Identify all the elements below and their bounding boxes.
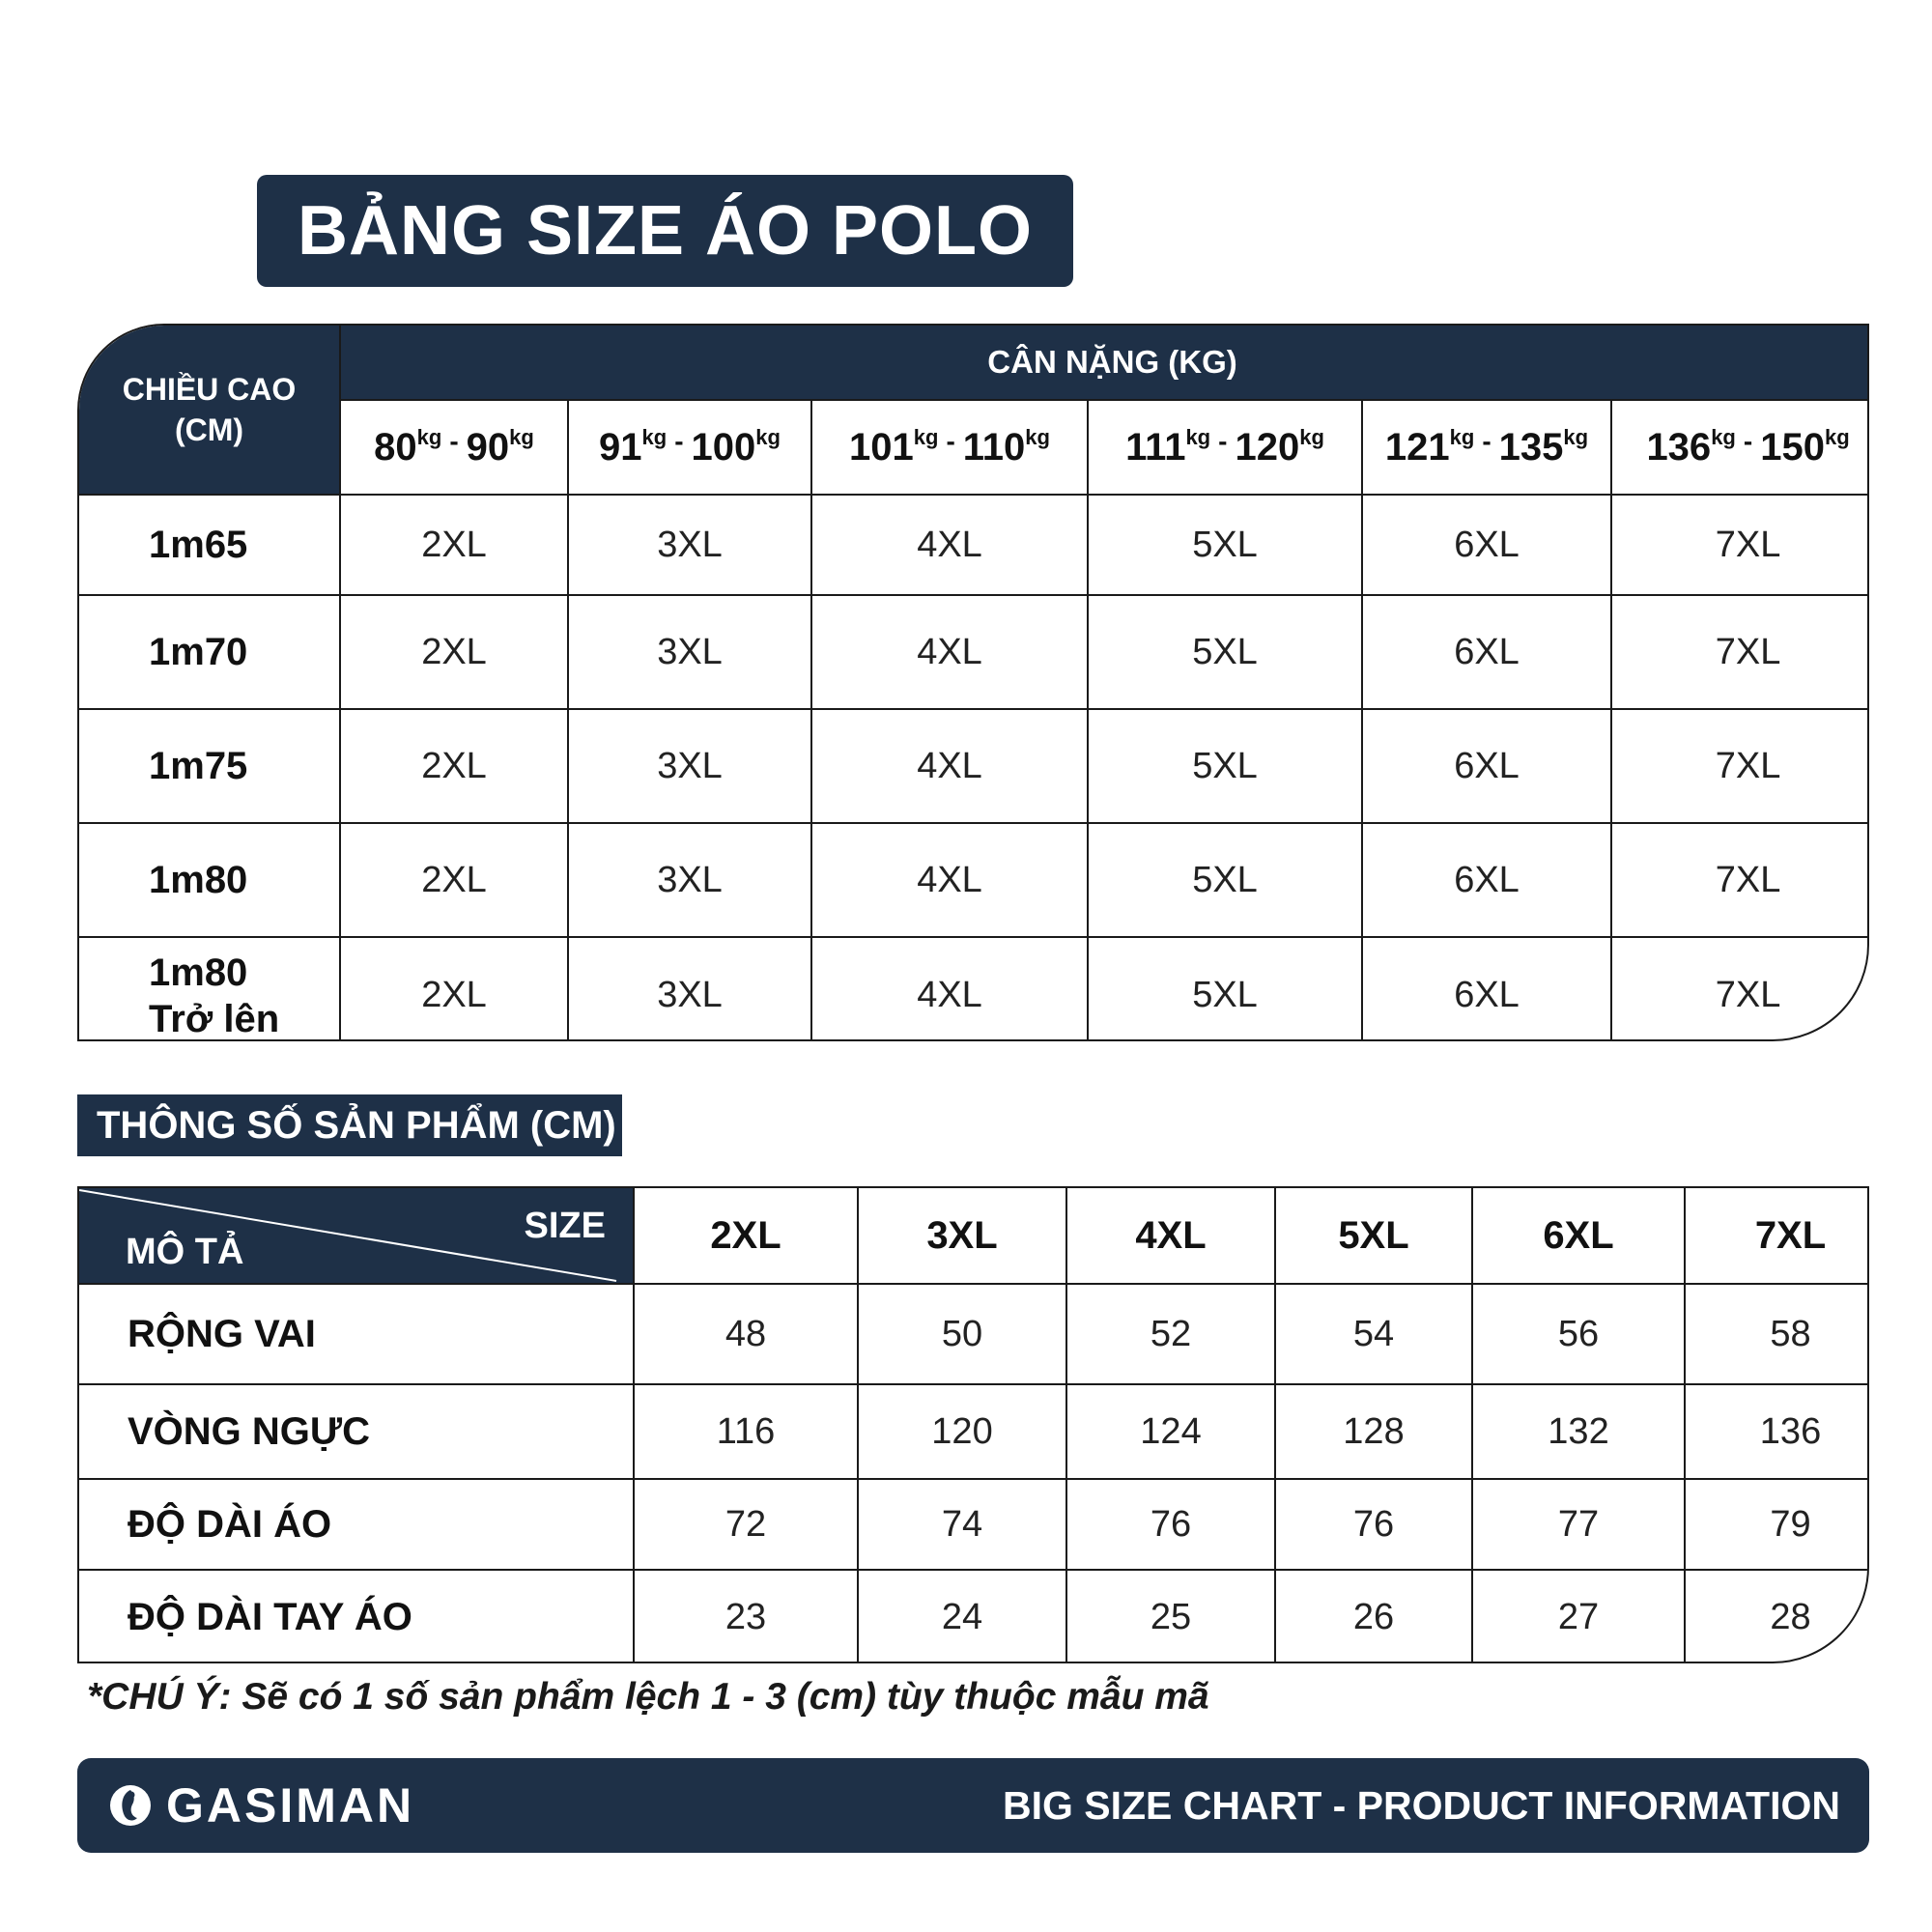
range-unit: kg: [1185, 425, 1211, 449]
spec-value-cell: 25: [1066, 1570, 1275, 1663]
height-header-unit: (CM): [174, 412, 244, 447]
gasiman-logo-icon: [108, 1781, 153, 1830]
size-cell: 2XL: [340, 937, 568, 1041]
range-unit: kg: [1449, 425, 1475, 449]
spec-value-cell: 23: [634, 1570, 858, 1663]
size-cell: 4XL: [811, 595, 1088, 709]
brand: [108, 1777, 414, 1833]
size-cell: 7XL: [1611, 823, 1869, 937]
spec-row: [79, 1479, 1869, 1570]
weight-range-0: [340, 400, 568, 495]
range-to: 110: [962, 426, 1026, 469]
size-cell: 3XL: [568, 823, 811, 937]
size-cell: 4XL: [811, 937, 1088, 1041]
brand-name: GASIMAN: [166, 1778, 415, 1833]
size-cell: 3XL: [568, 709, 811, 823]
height-header: [79, 326, 340, 495]
height-label: [79, 709, 340, 823]
size-column-header: 3XL: [858, 1188, 1066, 1284]
size-cell: 6XL: [1362, 937, 1611, 1041]
size-table: [77, 324, 1869, 1041]
size-cell: 5XL: [1088, 937, 1362, 1041]
range-dash: -: [1218, 426, 1228, 456]
corner-desc-label: MÔ TẢ: [126, 1232, 244, 1272]
height-label: [79, 823, 340, 937]
range-unit: kg: [1025, 425, 1050, 449]
height-label-line: 1m70: [149, 631, 248, 673]
footer-caption: BIG SIZE CHART - PRODUCT INFORMATION: [1002, 1782, 1840, 1828]
range-to: 120: [1235, 426, 1300, 469]
size-row: [79, 937, 1869, 1041]
range-from: 121: [1384, 426, 1450, 469]
size-cell: 7XL: [1611, 595, 1869, 709]
weight-range-3: [1088, 400, 1362, 495]
range-from: 80: [374, 426, 417, 469]
spec-row: [79, 1284, 1869, 1384]
size-cell: 4XL: [811, 495, 1088, 595]
size-cell: 7XL: [1611, 937, 1869, 1041]
weight-range-4: [1362, 400, 1611, 495]
size-cell: 6XL: [1362, 709, 1611, 823]
range-unit: kg: [509, 425, 534, 449]
spec-value-cell: 54: [1275, 1284, 1472, 1384]
size-column-header: 6XL: [1472, 1188, 1685, 1284]
spec-value-cell: 79: [1685, 1479, 1869, 1570]
weight-range-1: [568, 400, 811, 495]
disclaimer-note: *CHÚ Ý: Sẽ có 1 số sản phẩm lệch 1 - 3 (cm) tùy thuộc mẫu mã: [87, 1676, 1209, 1718]
range-unit: kg: [641, 425, 668, 449]
range-unit: kg: [416, 425, 442, 449]
range-unit: kg: [1299, 425, 1324, 449]
range-dash: -: [946, 426, 955, 456]
spec-value-cell: 52: [1066, 1284, 1275, 1384]
spec-corner-cell: [79, 1188, 634, 1284]
size-cell: 2XL: [340, 495, 568, 595]
spec-value-cell: 26: [1275, 1570, 1472, 1663]
height-label-line: Trở lên: [149, 997, 280, 1040]
range-dash: -: [1482, 426, 1492, 456]
range-dash: -: [674, 426, 684, 456]
height-label-line: 1m75: [149, 745, 248, 787]
size-cell: 3XL: [568, 495, 811, 595]
height-label-line: 1m80: [149, 859, 248, 901]
spec-value-cell: 76: [1066, 1479, 1275, 1570]
spec-value-cell: 77: [1472, 1479, 1685, 1570]
size-row: [79, 823, 1869, 937]
height-header-line: CHIỀU CAO: [122, 372, 297, 407]
size-cell: 6XL: [1362, 495, 1611, 595]
size-cell: 5XL: [1088, 495, 1362, 595]
size-row: [79, 709, 1869, 823]
spec-value-cell: 74: [858, 1479, 1066, 1570]
spec-value-cell: 56: [1472, 1284, 1685, 1384]
size-cell: 3XL: [568, 595, 811, 709]
size-cell: 2XL: [340, 595, 568, 709]
spec-value-cell: 24: [858, 1570, 1066, 1663]
size-cell: 4XL: [811, 823, 1088, 937]
height-label-line: 1m80: [149, 951, 248, 994]
size-cell: 5XL: [1088, 709, 1362, 823]
spec-table: [77, 1186, 1869, 1663]
spec-value-cell: 48: [634, 1284, 858, 1384]
range-dash: -: [449, 426, 459, 456]
spec-value-cell: 124: [1066, 1384, 1275, 1479]
range-to: 100: [691, 426, 756, 469]
height-label-line: 1m65: [149, 524, 248, 566]
size-cell: 7XL: [1611, 709, 1869, 823]
spec-value-cell: 132: [1472, 1384, 1685, 1479]
spec-row: [79, 1570, 1869, 1663]
height-label: [79, 937, 340, 1041]
spec-row-label: VÒNG NGỰC: [79, 1384, 634, 1479]
spec-section-label: THÔNG SỐ SẢN PHẨM (CM): [77, 1094, 622, 1156]
size-cell: 5XL: [1088, 595, 1362, 709]
footer-bar: [77, 1758, 1869, 1853]
size-column-header: 5XL: [1275, 1188, 1472, 1284]
range-unit: kg: [1824, 425, 1850, 449]
size-column-header: 2XL: [634, 1188, 858, 1284]
size-row: [79, 595, 1869, 709]
size-column-header: 4XL: [1066, 1188, 1275, 1284]
size-cell: 5XL: [1088, 823, 1362, 937]
range-to: 150: [1760, 426, 1825, 469]
spec-row: [79, 1384, 1869, 1479]
spec-value-cell: 136: [1685, 1384, 1869, 1479]
page-title: BẢNG SIZE ÁO POLO: [257, 175, 1073, 287]
size-cell: 6XL: [1362, 823, 1611, 937]
size-row: [79, 495, 1869, 595]
corner-size-label: SIZE: [524, 1206, 606, 1246]
height-label: [79, 595, 340, 709]
spec-value-cell: 76: [1275, 1479, 1472, 1570]
size-cell: 2XL: [340, 823, 568, 937]
spec-value-cell: 50: [858, 1284, 1066, 1384]
range-unit: kg: [1711, 425, 1736, 449]
range-from: 136: [1646, 426, 1712, 469]
height-label: [79, 495, 340, 595]
spec-value-cell: 120: [858, 1384, 1066, 1479]
weight-range-5: [1611, 400, 1869, 495]
size-cell: 2XL: [340, 709, 568, 823]
spec-value-cell: 128: [1275, 1384, 1472, 1479]
size-column-header: 7XL: [1685, 1188, 1869, 1284]
size-cell: 3XL: [568, 937, 811, 1041]
range-dash: -: [1743, 426, 1753, 456]
range-from: 101: [849, 426, 914, 469]
range-unit: kg: [755, 425, 781, 449]
weight-header: CÂN NẶNG (KG): [340, 326, 1869, 400]
spec-row-label: ĐỘ DÀI TAY ÁO: [79, 1570, 634, 1663]
spec-value-cell: 116: [634, 1384, 858, 1479]
range-unit: kg: [913, 425, 939, 449]
range-unit: kg: [1563, 425, 1589, 449]
spec-row-label: RỘNG VAI: [79, 1284, 634, 1384]
spec-value-cell: 72: [634, 1479, 858, 1570]
weight-range-2: [811, 400, 1088, 495]
size-cell: 7XL: [1611, 495, 1869, 595]
range-to: 135: [1498, 426, 1564, 469]
size-cell: 6XL: [1362, 595, 1611, 709]
spec-row-label: ĐỘ DÀI ÁO: [79, 1479, 634, 1570]
spec-value-cell: 58: [1685, 1284, 1869, 1384]
range-to: 90: [466, 426, 510, 469]
size-cell: 4XL: [811, 709, 1088, 823]
spec-value-cell: 27: [1472, 1570, 1685, 1663]
range-from: 111: [1125, 426, 1186, 469]
spec-value-cell: 28: [1685, 1570, 1869, 1663]
range-from: 91: [599, 426, 642, 469]
